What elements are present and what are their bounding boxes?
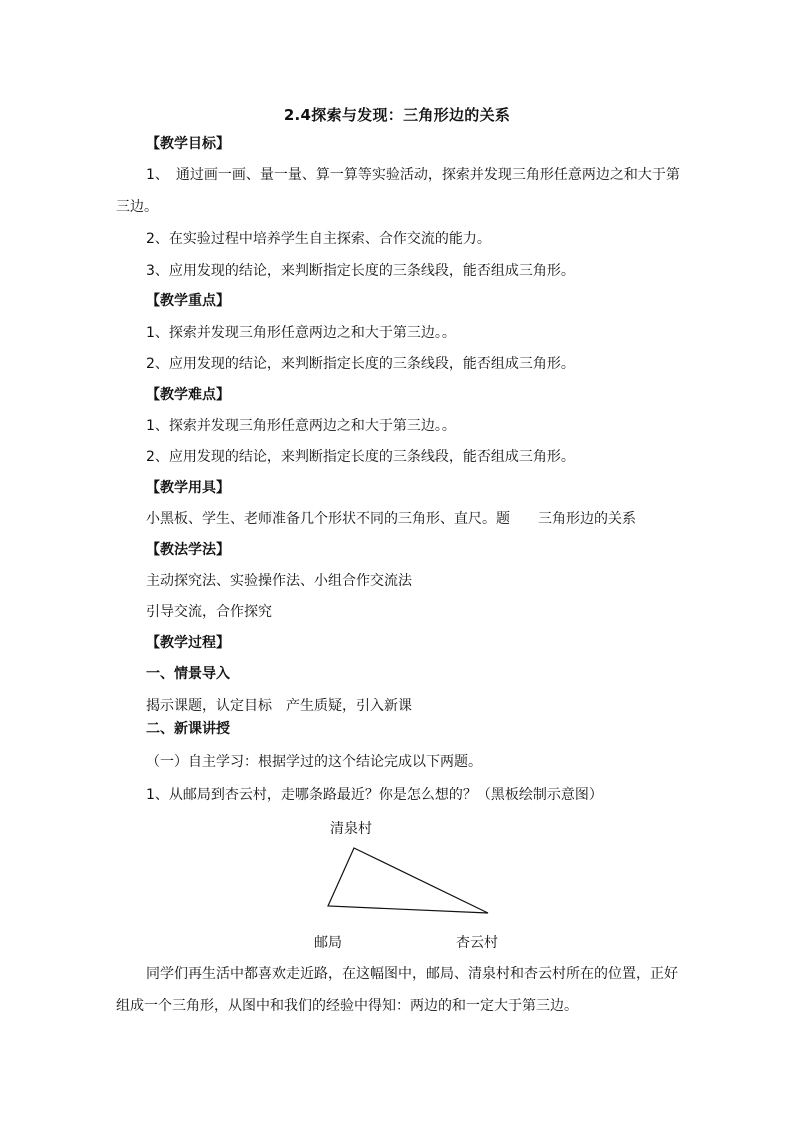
tools-text: 小黑板、学生、老师准备几个形状不同的三角形、直尺。题 三角形边的关系 (146, 511, 636, 527)
goal-3: 3、应用发现的结论，来判断指定长度的三条线段，能否组成三角形。 (146, 263, 575, 279)
label-qingquan-village: 清泉村 (330, 821, 372, 837)
methods-text-1: 主动探究法、实验操作法、小组合作交流法 (146, 573, 412, 589)
difficulty-2: 2、应用发现的结论，来判断指定长度的三条线段，能否组成三角形。 (146, 449, 575, 465)
document-title: 2.4探索与发现：三角形边的关系 (283, 106, 511, 124)
key-points-heading: 【教学重点】 (146, 293, 230, 309)
paragraph-1-line-b: 组成一个三角形，从图中和我们的经验中得知：两边的和一定大于第三边。 (116, 998, 578, 1014)
goal-1-line-b: 三边。 (116, 199, 158, 215)
triangle-shape (328, 848, 488, 913)
methods-text-2: 引导交流，合作探究 (146, 604, 272, 620)
goals-heading: 【教学目标】 (146, 136, 230, 152)
route-triangle-diagram (320, 840, 500, 920)
key-point-2: 2、应用发现的结论，来判断指定长度的三条线段，能否组成三角形。 (146, 356, 575, 372)
tools-heading: 【教学用具】 (146, 480, 230, 496)
process-heading: 【教学过程】 (146, 635, 230, 651)
part-1-heading: 一、情景导入 (146, 666, 230, 682)
difficulty-heading: 【教学难点】 (146, 387, 230, 403)
question-1: 1、从邮局到杏云村，走哪条路最近？你是怎么想的？（黑板绘制示意图） (146, 787, 603, 803)
label-xingyun-village: 杏云村 (456, 935, 498, 951)
part-1-text: 揭示课题，认定目标 产生质疑，引入新课 (146, 698, 412, 714)
self-study-text: （一）自主学习：根据学过的这个结论完成以下两题。 (146, 754, 482, 770)
label-post-office: 邮局 (314, 935, 342, 951)
part-2-heading: 二、新课讲授 (146, 721, 230, 737)
goal-2: 2、在实验过程中培养学生自主探索、合作交流的能力。 (146, 231, 491, 247)
key-point-1: 1、探索并发现三角形任意两边之和大于第三边。。 (146, 325, 456, 341)
goal-1-line-a: 1、 通过画一画、量一量、算一算等实验活动，探索并发现三角形任意两边之和大于第 (146, 167, 680, 183)
difficulty-1: 1、探索并发现三角形任意两边之和大于第三边。。 (146, 418, 456, 434)
paragraph-1-line-a: 同学们再生活中都喜欢走近路，在这幅图中，邮局、清泉村和杏云村所在的位置，正好 (146, 966, 678, 982)
methods-heading: 【教法学法】 (146, 542, 230, 558)
